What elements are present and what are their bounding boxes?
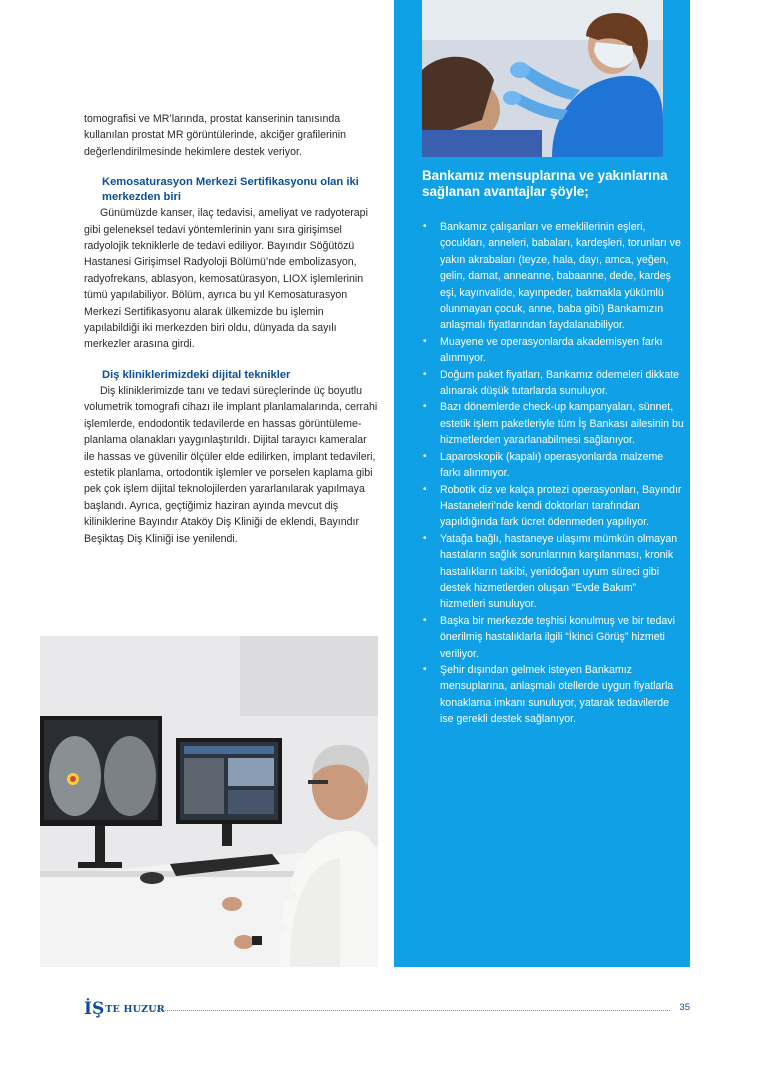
bullet-icon: • [423, 614, 427, 626]
section-heading: Diş kliniklerimizdeki dijital teknikler [102, 368, 291, 381]
benefit-text: Bazı dönemlerde check-up kampanyaları, sünnet, estetik işlem paketleriyle tüm İş Bankası ailesinin bu hizmetlerden yararlanabilmesi sağlanıyor. [440, 401, 684, 447]
list-item [422, 613, 684, 662]
benefit-text: Bankamız çalışanları ve emeklilerinin eşleri, çocukları, anneleri, babaları, kardeşleri, torunları ve yakın akrabaları (teyze, hala, dayı, amca, yeğen, gelin, damat, anneanne, babaanne, dede, kardeş eşi, kayınvalide, kayınpeder, bakmakla yükümlü olunmayan çocuk, anne, baba gibi) Bankamızın anlaşmalı fiyatlarından faydalanabiliyor. [440, 221, 681, 332]
list-item [422, 334, 684, 367]
benefits-list [422, 219, 684, 728]
logo-text: TE HUZUR [105, 1003, 165, 1015]
benefits-panel [394, 0, 690, 967]
benefit-text: Doğum paket fiyatları, Bankamız ödemeleri dikkate alınarak düşük tutarlarda sunuluyor. [440, 368, 680, 398]
section-body: Günümüzde kanser, ilaç tedavisi, ameliyat ve radyoterapi gibi geleneksel tedavi yöntemlerinin yanı sıra girişimsel radyolojik tekniklerle de tedavi ediliyor. Bayındır Söğütözü Hastanesi Girişimsel Radyoloji Bölümü’nde embolizasyon, radyofrekans, ablasyon, kemosatürasyon, LIOX işlemlerinin tümü yapılabiliyor. Bölüm, ayrıca bu yıl Kemosaturasyon Merkezi Sertifikasyonu alarak ülkemizde bu işlemin yapılabildiği iki merkezden biri oldu, dünyada da sayılı merkezler arasına girdi. [84, 207, 368, 351]
section-heading: Kemosaturasyon Merkezi Sertifikasyonu olan iki merkezden biri [102, 176, 359, 204]
benefit-text: Laparoskopik (kapalı) operasyonlarda malzeme farkı alınmıyor. [440, 450, 664, 480]
page-footer [84, 1000, 690, 1018]
bullet-icon: • [423, 368, 427, 380]
logo-mark: İŞ [84, 999, 105, 1019]
dentist-illustration [422, 0, 663, 157]
bullet-icon: • [423, 532, 427, 544]
bullet-icon: • [423, 663, 427, 675]
bullet-icon: • [423, 335, 427, 347]
list-item [422, 367, 684, 400]
page-number: 35 [679, 1002, 690, 1013]
dental-treatment-photo [422, 0, 663, 157]
list-item [422, 482, 684, 531]
benefit-text: Yatağa bağlı, hastaneye ulaşımı mümkün olmayan hastaların sağlık sorunlarının karşılanması, kronik hastalıkların takibi, yenidoğan uyum süreci gibi destek hizmetlerden oluşan “Evde Bakım” hizmetleri sunuluyor. [440, 532, 678, 611]
list-item [422, 531, 684, 613]
section-dental-digital [84, 368, 380, 547]
section-body: Diş kliniklerimizde tanı ve tedavi süreçlerinde üç boyutlu volumetrik tomografi cihazı ile implant planlamalarında, cerrahi işlemlerde, endodontik tedavilerde en hassas görüntüleme-planlama olanakları yaygınlaştırıldı. Dijital tarayıcı kameralar ile hassas ve güvenilir ölçüler elde edilirken, implant tedavileri, estetik planlama, ortodontik işlemler ve porselen kaplama gibi pek çok işlem dijital teknolojilerden yararlanılarak yapılmaya başlandı. Ayrıca, geçtiğimiz haziran ayında mevcut diş kiliniklerine Bayındır Ataköy Diş Kliniği de eklendi, Bayındır Beşiktaş Diş Kliniği ise yenilendi. [84, 384, 378, 545]
benefit-text: Şehir dışından gelmek isteyen Bankamız mensuplarına, anlaşmalı otellerde uygun fiyatlarla konaklama imkanı sunuluyor, yatarak tedavilerde ise gerekli destek sağlanıyor. [440, 663, 674, 726]
list-item [422, 449, 684, 482]
list-item [422, 662, 684, 728]
section-kemosaturasyon [84, 175, 380, 353]
footer-dotted-rule [150, 1010, 670, 1011]
benefit-text: Başka bir merkezde teşhisi konulmuş ve bir tedavi önerilmiş hastalıklarla ilgili “İkinci Görüş” hizmeti veriliyor. [440, 614, 675, 660]
list-item [422, 399, 684, 448]
doctor-mammography-photo [40, 636, 378, 967]
bullet-icon: • [423, 401, 427, 413]
bullet-icon: • [423, 483, 427, 495]
intro-paragraph: tomografisi ve MR’larında, prostat kanserinin tanısında kullanılan prostat MR görüntülerinde, akciğer grafilerinin değerlendirilmesinde hekimlere destek veriyor. [84, 113, 347, 158]
left-column [84, 111, 380, 547]
benefit-text: Robotik diz ve kalça protezi operasyonları, Bayındır Hastaneleri’nde kendi doktorları tarafından yapıldığında fark ücret ödenmeden yapılıyor. [440, 483, 682, 529]
list-item [422, 219, 684, 334]
bullet-icon: • [423, 221, 427, 232]
benefits-title: Bankamız mensuplarına ve yakınlarına sağlanan avantajlar şöyle; [422, 168, 668, 200]
benefit-text: Muayene ve operasyonlarda akademisyen farkı alınmıyor. [440, 335, 663, 365]
magazine-logo [84, 1000, 165, 1018]
bullet-icon: • [423, 450, 427, 462]
doctor-illustration [40, 636, 378, 967]
